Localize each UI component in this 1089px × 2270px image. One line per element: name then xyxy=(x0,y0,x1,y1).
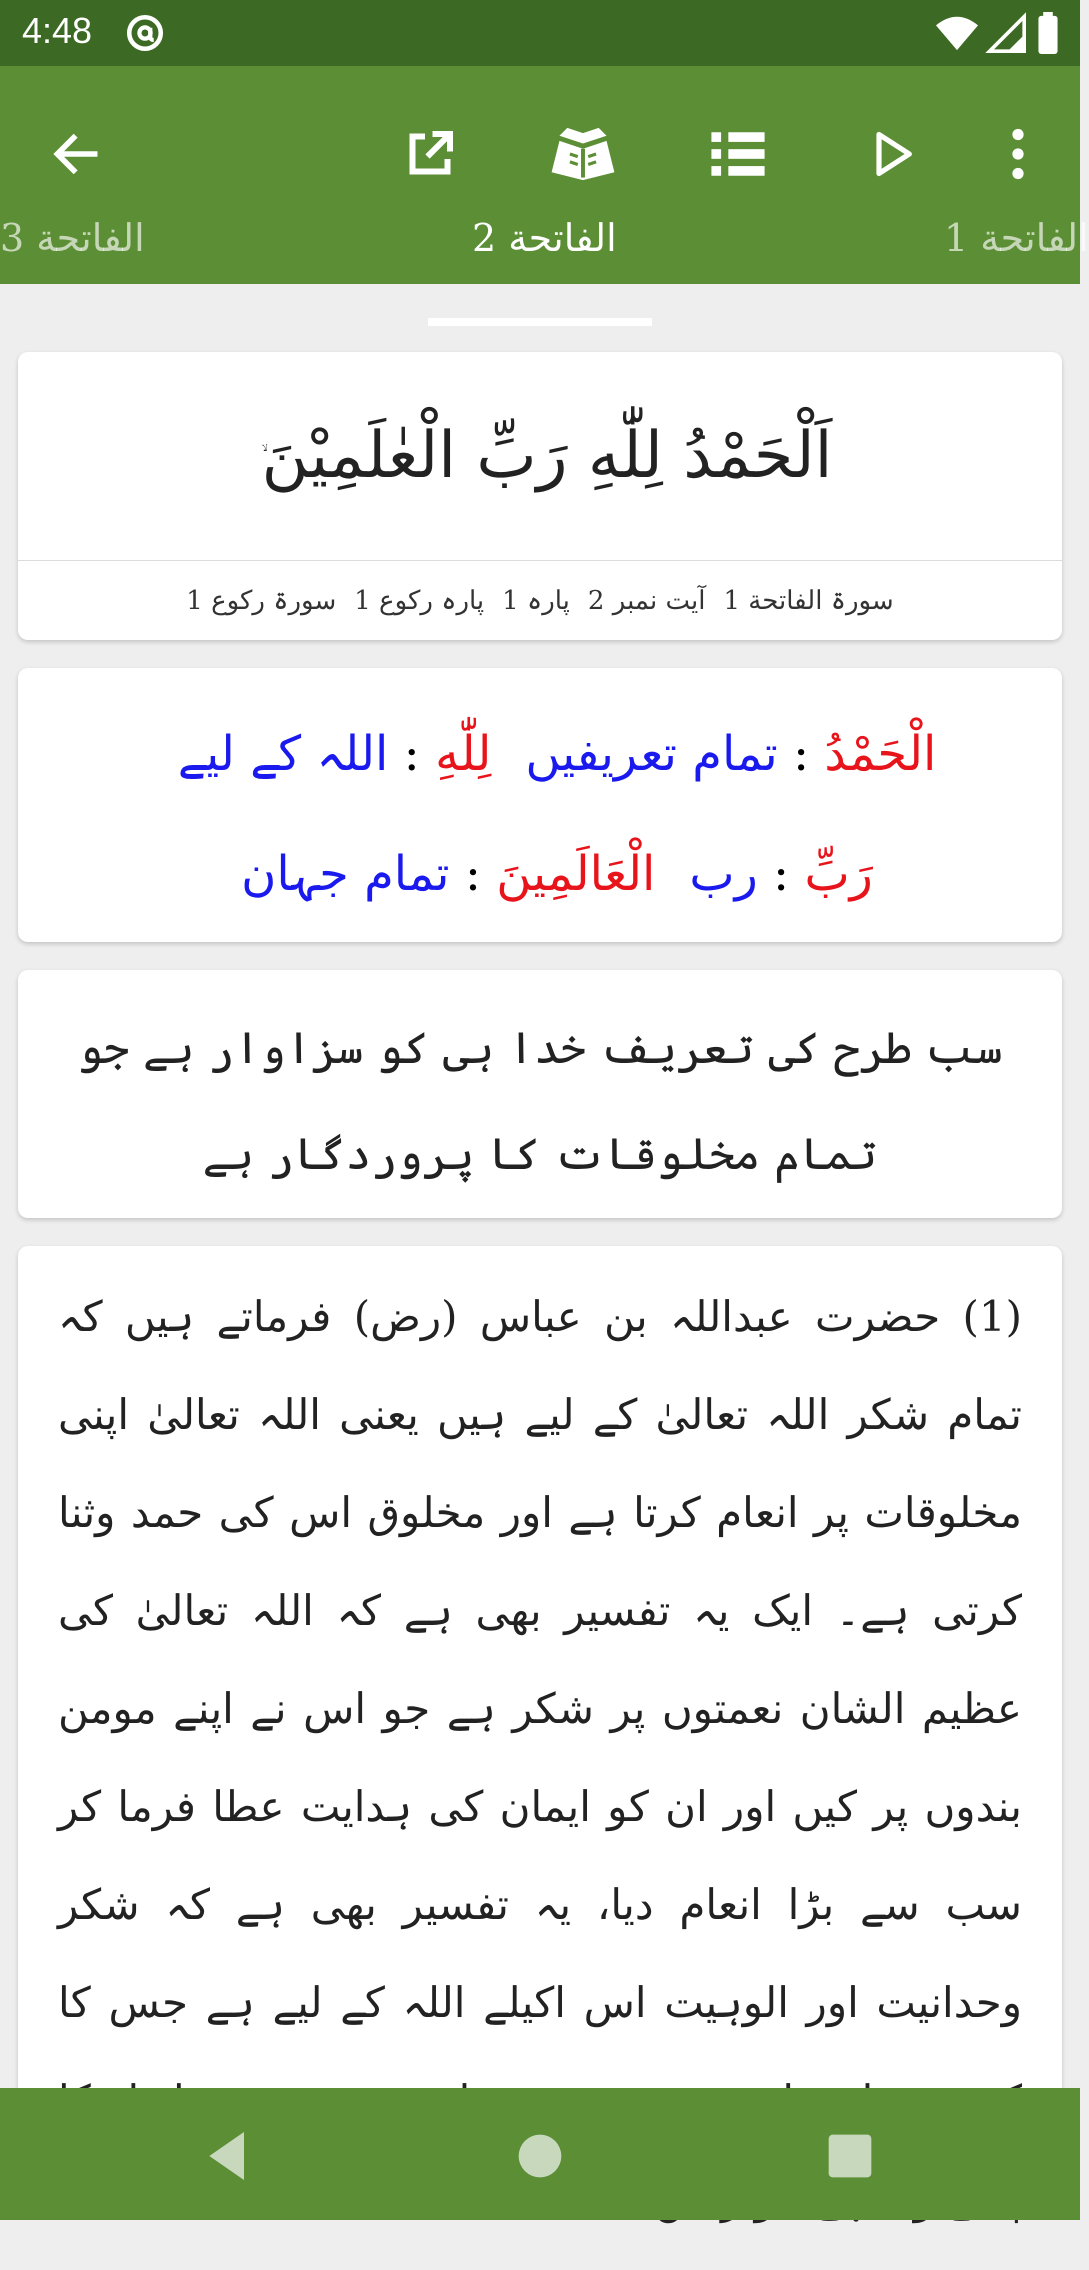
tafsir-card xyxy=(18,1246,1062,2146)
word-arabic: الْعَالَمِينَ xyxy=(496,846,656,902)
active-tab-indicator xyxy=(428,318,652,326)
meta-para-ruku: پارہ رکوع 1 xyxy=(354,586,485,616)
word-item xyxy=(241,814,655,934)
signal-icon xyxy=(986,12,1026,58)
surah-tabs xyxy=(0,216,1089,284)
word-meaning: اللہ کے لیے xyxy=(177,726,389,782)
verse-meta xyxy=(18,561,1062,641)
translation-card xyxy=(18,970,1062,1218)
word-separator: : xyxy=(773,846,790,902)
word-item xyxy=(178,694,492,814)
nav-home-icon[interactable] xyxy=(508,2124,572,2188)
list-icon[interactable] xyxy=(696,112,780,196)
open-book-icon[interactable] xyxy=(541,112,625,196)
tafsir-text: (1) حضرت عبداللہ بن عباس (رض) فرماتے ہیں کہ تمام شکر اللہ تعالیٰ کے لیے ہیں یعنی اللہ تعالیٰ اپنی مخلوقات پر انعام کرتا ہے اور مخلوق اس کی حمد وثنا کرتی ہے۔ ایک یہ تفسیر بھی ہے کہ اللہ تعالیٰ کی عظیم الشان نعمتوں پر شکر ہے جو اس نے اپنے مومن بندوں پر کیں اور ان کو ایمان کی ہدایت عطا فرما کر سب سے بڑا انعام دیا، یہ تفسیر بھی ہے کہ شکر وحدانیت اور الوہیت اس اکیلے اللہ کے لیے ہے جس کا xyxy=(58,1292,1022,2027)
meta-para: پارہ 1 xyxy=(502,586,570,616)
back-arrow-icon[interactable] xyxy=(34,112,118,196)
word-separator: : xyxy=(792,726,810,782)
more-vert-icon[interactable] xyxy=(976,112,1060,196)
battery-icon xyxy=(1036,12,1060,58)
share-external-icon[interactable] xyxy=(388,112,472,196)
word-item xyxy=(689,814,872,934)
status-time: 4:48 xyxy=(22,10,93,51)
translation-text: سب طرح کی تعریف خدا ہی کو سزاوار ہے جو تمام مخلوقات کا پروردگار ہے xyxy=(77,1023,1003,1180)
word-meaning: رب xyxy=(689,846,758,902)
meta-surah-ruku: سورۃ رکوع 1 xyxy=(186,586,337,616)
at-sign-icon xyxy=(124,12,166,58)
word-by-word-card xyxy=(18,668,1062,942)
word-meaning: تمام جہان xyxy=(241,846,450,902)
verse-arabic-text: اَلْحَمْدُ لِلّٰهِ رَبِّ الْعٰلَمِیْنَ xyxy=(261,419,833,493)
meta-surah: سورۃ الفاتحة 1 xyxy=(723,586,894,616)
word-item xyxy=(525,694,936,814)
word-separator: : xyxy=(464,846,481,902)
word-by-word-list xyxy=(18,668,1062,960)
word-separator: : xyxy=(403,726,420,782)
wifi-icon xyxy=(934,12,980,58)
word-meaning: تمام تعریفیں xyxy=(525,726,778,782)
verse-arabic-row xyxy=(18,352,1062,561)
play-icon[interactable] xyxy=(850,112,934,196)
verse-card xyxy=(18,352,1062,640)
meta-ayah-number: آیت نمبر 2 xyxy=(587,586,706,616)
nav-back-icon[interactable] xyxy=(196,2124,260,2188)
tab-fatiha-3[interactable]: الفاتحة 3 xyxy=(0,216,145,260)
tab-fatiha-1[interactable]: الفاتحة 1 xyxy=(944,216,1089,260)
app-toolbar xyxy=(0,66,1089,284)
nav-recents-icon[interactable] xyxy=(818,2124,882,2188)
word-arabic: لِلّٰهِ xyxy=(435,726,492,782)
system-nav-bar xyxy=(0,2088,1080,2220)
word-arabic: رَبِّ xyxy=(804,846,873,902)
word-arabic: الْحَمْدُ xyxy=(824,726,937,782)
status-bar xyxy=(0,0,1080,66)
tab-fatiha-2[interactable]: الفاتحة 2 xyxy=(472,216,617,260)
